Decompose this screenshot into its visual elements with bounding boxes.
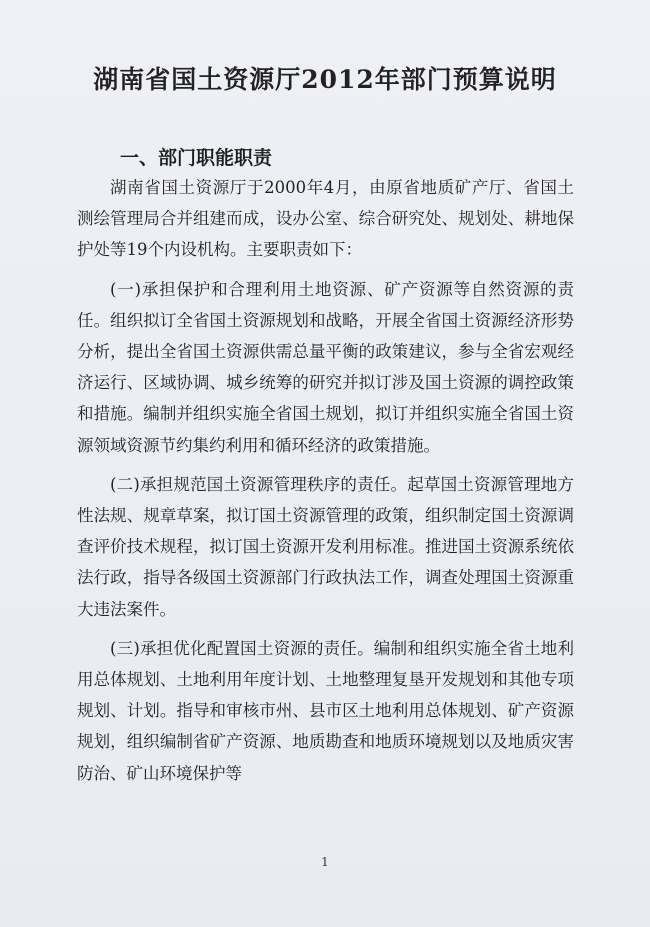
paragraph-intro: 湖南省国土资源厅于2000年4月，由原省地质矿产厅、省国土测绘管理局合并组建而成，设办公室、综合研究处、规划处、耕地保护处等19个内设机构。主要职责如下： — [77, 178, 574, 260]
document-title: 湖南省国土资源厅2012年部门预算说明 — [93, 65, 557, 94]
paragraph-duty-2: (二)承担规范国土资源管理秩序的责任。起草国土资源管理地方性法规、规章草案，拟订国土资源管理的政策，组织制定国土资源调查评价技术规程，拟订国土资源开发利用标准。推进国土资源系统依法行政，指导各级国土资源部门行政执法工作，调查处理国土资源重大违法案件。 — [77, 474, 574, 619]
paragraph-duty-3: (三)承担优化配置国土资源的责任。编制和组织实施全省土地利用总体规划、土地利用年度计划、土地整理复垦开发规划和其他专项规划、计划。指导和审核市州、县市区土地利用总体规划、矿产资源规划，组织编制省矿产资源、地质勘查和地质环境规划以及地质灾害防治、矿山环境保护等 — [77, 638, 574, 783]
page-number: 1 — [321, 855, 329, 869]
document-body — [77, 172, 574, 797]
paragraph-duty-1: (一)承担保护和合理利用土地资源、矿产资源等自然资源的责任。组织拟订全省国土资源规划和战略，开展全省国土资源经济形势分析，提出全省国土资源供需总量平衡的政策建议，参与全省宏观经济运行、区域协调、城乡统筹的研究并拟订涉及国土资源的调控政策和措施。编制并组织实施全省国土规划，拟订并组织实施全省国土资源领域资源节约集约利用和循环经济的政策措施。 — [77, 279, 574, 455]
section-heading: 一、部门职能职责 — [120, 147, 273, 169]
